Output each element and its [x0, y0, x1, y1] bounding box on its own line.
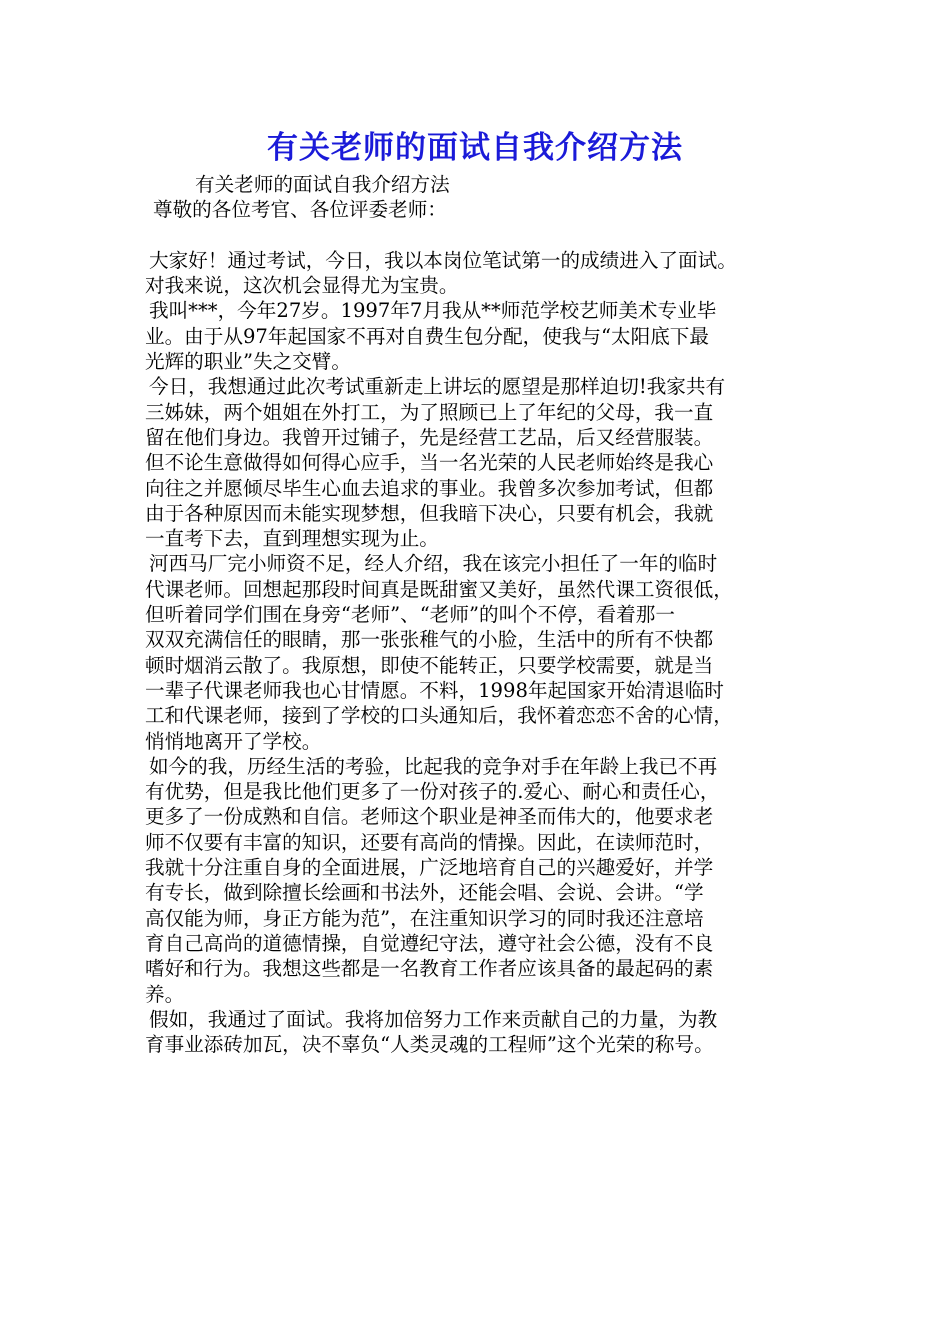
paragraph-5	[145, 754, 815, 1007]
paragraph-6	[145, 1007, 815, 1058]
paragraph-line: 留在他们身边。我曾开过铺子，先是经营工艺品，后又经营服装。	[145, 425, 714, 449]
paragraph-line: 养。	[145, 982, 185, 1006]
paragraph-line: 双双充满信任的眼睛，那一张张稚气的小脸，生活中的所有不快都	[145, 628, 714, 652]
paragraph-line: 大家好！通过考试，今日，我以本岗位笔试第一的成绩进入了面试。	[149, 248, 737, 272]
paragraph-line: 有专长，做到除擅长绘画和书法外，还能会唱、会说、会讲。“学	[145, 881, 704, 905]
paragraph-line: 育事业添砖加瓦，决不辜负“人类灵魂的工程师”这个光荣的称号。	[145, 1033, 714, 1057]
paragraph-line: 但不论生意做得如何得心应手，当一名光荣的人民老师始终是我心	[145, 451, 714, 475]
blank-line	[145, 223, 815, 248]
document-subtitle: 有关老师的面试自我介绍方法	[195, 173, 450, 196]
paragraph-line: 悄悄地离开了学校。	[145, 729, 322, 753]
paragraph-line: 由于各种原因而未能实现梦想，但我暗下决心，只要有机会，我就	[145, 501, 714, 525]
paragraph-line: 顿时烟消云散了。我原想，即使不能转正，只要学校需要，就是当	[145, 653, 714, 677]
paragraph-line: 今日，我想通过此次考试重新走上讲坛的愿望是那样迫切!我家共有	[149, 375, 726, 399]
paragraph-3	[145, 374, 815, 551]
paragraph-line: 有优势，但是我比他们更多了一份对孩子的.爱心、耐心和责任心，	[145, 780, 720, 804]
paragraph-line: 代课老师。回想起那段时间真是既甜蜜又美好，虽然代课工资很低，	[145, 577, 733, 601]
paragraph-line: 我就十分注重自身的全面进展，广泛地培育自己的兴趣爱好，并学	[145, 856, 714, 880]
paragraph-line: 一直考下去，直到理想实现为止。	[145, 527, 439, 551]
paragraph-line: 但听着同学们围在身旁“老师”、“老师”的叫个不停，看着那一	[145, 603, 675, 627]
paragraph-line: 对我来说，这次机会显得尤为宝贵。	[145, 274, 459, 298]
paragraph-line: 师不仅要有丰富的知识，还要有高尚的情操。因此，在读师范时，	[145, 830, 714, 854]
paragraph-line: 我叫***，今年27岁。1997年7月我从**师范学校艺师美术专业毕	[149, 299, 717, 323]
paragraph-line: 更多了一份成熟和自信。老师这个职业是神圣而伟大的，他要求老	[145, 805, 714, 829]
paragraph-line: 高仅能为师，身正方能为范”，在注重知识学习的同时我还注意培	[145, 906, 704, 930]
salutation: 尊敬的各位考官、各位评委老师：	[153, 198, 447, 222]
paragraph-1	[145, 248, 815, 299]
paragraph-line: 假如，我通过了面试。我将加倍努力工作来贡献自己的力量，为教	[149, 1007, 718, 1031]
paragraph-line: 嗜好和行为。我想这些都是一名教育工作者应该具备的最起码的素	[145, 957, 714, 981]
paragraph-line: 河西马厂完小师资不足，经人介绍，我在该完小担任了一年的临时	[149, 552, 718, 576]
document-body	[145, 172, 815, 1057]
paragraph-line: 三姊妹，两个姐姐在外打工，为了照顾已上了年纪的父母，我一直	[145, 400, 714, 424]
paragraph-line: 工和代课老师，接到了学校的口头通知后，我怀着恋恋不舍的心情，	[145, 704, 733, 728]
paragraph-line: 向往之并愿倾尽毕生心血去追求的事业。我曾多次参加考试，但都	[145, 476, 714, 500]
paragraph-line: 一辈子代课老师我也心甘情愿。不料，1998年起国家开始清退临时	[145, 678, 724, 702]
document-title: 有关老师的面试自我介绍方法	[267, 130, 683, 166]
paragraph-line: 光辉的职业”失之交臂。	[145, 350, 351, 374]
paragraph-line: 如今的我，历经生活的考验，比起我的竞争对手在年龄上我已不再	[149, 754, 718, 778]
paragraph-2	[145, 298, 815, 374]
paragraph-4	[145, 551, 815, 753]
paragraph-line: 业。由于从97年起国家不再对自费生包分配，使我与“太阳底下最	[145, 324, 709, 348]
paragraph-line: 育自己高尚的道德情操，自觉遵纪守法，遵守社会公德，没有不良	[145, 931, 714, 955]
